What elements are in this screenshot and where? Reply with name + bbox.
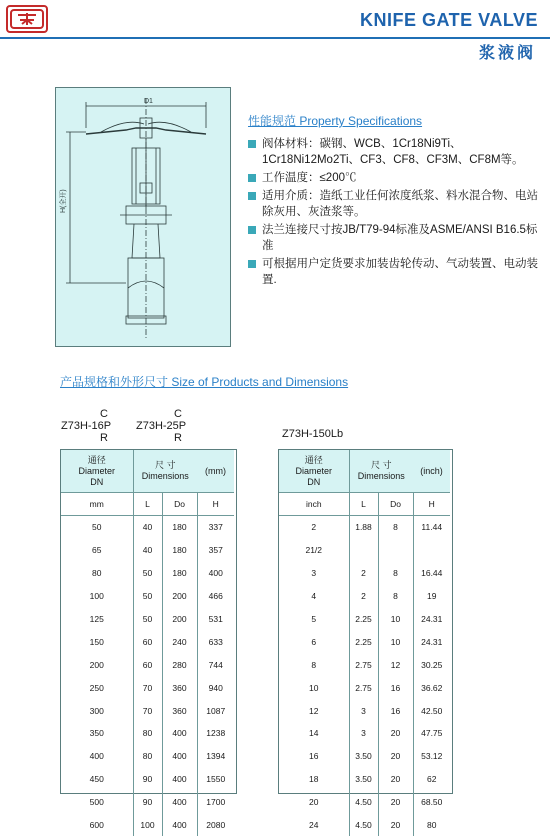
header-diameter-en: Diameter — [78, 465, 115, 476]
model-a-name: Z73H-16P — [61, 420, 112, 432]
header-dimensions-cn: 尺 寸 — [154, 460, 176, 470]
table-cell: 400 — [162, 791, 197, 814]
header-diameter-cn: 通径 — [304, 454, 323, 465]
table-cell: 2 — [279, 516, 349, 539]
spec-item — [248, 188, 548, 220]
table-cell: 18 — [279, 768, 349, 791]
model-b-c: C — [174, 408, 182, 420]
table-cell: 400 — [61, 745, 133, 768]
table-row — [279, 539, 450, 562]
table-cell: 90 — [133, 768, 162, 791]
table-cell: 53.12 — [421, 751, 443, 762]
table-cell: 60 — [133, 653, 162, 676]
table-cell: 80 — [133, 745, 162, 768]
table-cell: 24 — [279, 814, 349, 836]
specs-list — [248, 136, 548, 290]
bullet-icon — [248, 174, 256, 182]
table-cell: 2 — [349, 585, 378, 608]
table-cell: 11.44 — [421, 522, 443, 533]
drawing-label-d1: D1 — [144, 98, 153, 105]
table-units-row — [61, 493, 234, 516]
inch-dimensions-table — [279, 450, 450, 836]
table-cell: 3.50 — [349, 745, 378, 768]
table-cell: 12 — [378, 653, 413, 676]
table-row — [279, 630, 450, 653]
bullet-icon — [248, 140, 256, 148]
header-dimensions-en: Dimensions — [357, 471, 405, 481]
unit-cell: L — [349, 493, 378, 516]
table-row — [279, 676, 450, 699]
spec-item-text: 阀体材料：碳钢、WCB、1Cr18Ni9Ti、1Cr18Ni12Mo2Ti、CF3、CF8、CF3M、CF8M等。 — [262, 138, 524, 166]
table-cell: 940 — [208, 682, 223, 693]
header-diameter-cn: 通径 — [87, 454, 106, 465]
table-cell: 30.25 — [421, 659, 443, 670]
table-cell: 50 — [133, 585, 162, 608]
table-cell: 500 — [61, 791, 133, 814]
spec-item-text: 工作温度：≤200℃ — [262, 172, 357, 184]
logo-mark-icon — [8, 7, 46, 31]
table-cell: 70 — [133, 676, 162, 699]
unit-cell: inch — [279, 493, 349, 516]
table-cell: 8 — [378, 516, 413, 539]
valve-schematic-icon — [56, 88, 230, 346]
table-cell: 1394 — [206, 751, 226, 762]
table-row — [279, 768, 450, 791]
table-cell: 12 — [279, 699, 349, 722]
table-row — [61, 791, 234, 814]
table-cell: 62 — [427, 774, 437, 785]
table-cell: 4.50 — [349, 814, 378, 836]
table-cell: 337 — [208, 522, 223, 533]
unit-cell: mm — [61, 493, 133, 516]
table-row — [61, 539, 234, 562]
table-cell: 70 — [133, 699, 162, 722]
table-cell: 19 — [427, 591, 437, 602]
spec-item-text: 法兰连接尺寸按JB/T79-94标准及ASME/ANSI B16.5标准 — [262, 224, 538, 252]
products-heading: 产品规格和外形尺寸 Size of Products and Dimensions — [60, 375, 349, 389]
table-row — [61, 745, 234, 768]
table-cell: 3 — [349, 699, 378, 722]
table-cell: 2.25 — [349, 608, 378, 631]
table-cell: 240 — [162, 630, 197, 653]
table-cell: 2080 — [206, 820, 226, 831]
table-cell: 250 — [61, 676, 133, 699]
table-cell: 600 — [61, 814, 133, 836]
table-row — [61, 608, 234, 631]
table-cell: 4 — [279, 585, 349, 608]
header-diameter-en: Diameter — [295, 465, 332, 476]
table-cell: 3.50 — [349, 768, 378, 791]
bullet-icon — [248, 260, 256, 268]
table-cell: 80 — [133, 722, 162, 745]
table-cell: 466 — [208, 591, 223, 602]
table-cell: 80 — [427, 820, 437, 831]
table-cell: 24.31 — [421, 614, 443, 624]
table-row — [279, 791, 450, 814]
table-row — [279, 516, 450, 539]
table-row — [61, 814, 234, 836]
unit-cell: H — [197, 493, 234, 516]
unit-cell: Do — [378, 493, 413, 516]
table-cell: 2.75 — [349, 653, 378, 676]
table-cell: 300 — [61, 699, 133, 722]
table-cell: 180 — [162, 516, 197, 539]
bullet-icon — [248, 192, 256, 200]
table-cell: 180 — [162, 539, 197, 562]
page-title: KNIFE GATE VALVE — [359, 10, 538, 30]
model-c-name: Z73H-150Lb — [282, 428, 344, 440]
table-row — [61, 630, 234, 653]
unit-cell: Do — [162, 493, 197, 516]
header-diameter-dn: DN — [90, 476, 104, 487]
table-cell: 633 — [208, 636, 223, 647]
table-cell: 1.88 — [349, 516, 378, 539]
model-a-c: C — [100, 408, 108, 420]
table-cell: 400 — [162, 814, 197, 836]
table-cell: 20 — [378, 791, 413, 814]
table-row — [279, 745, 450, 768]
table-cell: 400 — [208, 568, 223, 579]
table-cell: 8 — [378, 562, 413, 585]
unit-cell: H — [413, 493, 450, 516]
table-cell: 16.44 — [421, 568, 443, 579]
table-row — [61, 516, 234, 539]
table-row — [61, 722, 234, 745]
header-dimensions — [133, 450, 197, 493]
table-cell: 180 — [162, 562, 197, 585]
metric-dimensions-table — [61, 450, 234, 836]
table-cell: 14 — [279, 722, 349, 745]
spec-item-text: 适用介质：造纸工业任何浓度纸浆、料水混合物、电站除灰用、灰渣浆等。 — [262, 190, 538, 218]
table-row — [61, 562, 234, 585]
unit-cell: L — [133, 493, 162, 516]
table-cell — [413, 539, 450, 562]
table-cell: 125 — [61, 608, 133, 631]
table-cell — [349, 539, 378, 562]
table-cell: 60 — [133, 630, 162, 653]
table-cell: 2.25 — [349, 630, 378, 653]
spec-item — [248, 136, 548, 168]
table-cell: 3 — [279, 562, 349, 585]
header-dimensions — [349, 450, 413, 493]
table-row — [279, 722, 450, 745]
table-cell: 200 — [162, 585, 197, 608]
table-cell: 150 — [61, 630, 133, 653]
table-cell: 100 — [61, 585, 133, 608]
table-cell: 10 — [378, 630, 413, 653]
table-cell: 20 — [378, 722, 413, 745]
table-cell: 24.31 — [421, 636, 443, 647]
table-cell: 200 — [61, 653, 133, 676]
table-cell: 36.62 — [421, 682, 443, 693]
table-cell: 40 — [133, 539, 162, 562]
table-cell: 90 — [133, 791, 162, 814]
table-row — [279, 653, 450, 676]
table-cell: 21/2 — [279, 539, 349, 562]
specs-heading: 性能规范 Property Specifications — [248, 114, 423, 128]
table-cell: 4.50 — [349, 791, 378, 814]
table-cell: 42.50 — [421, 705, 443, 716]
table-row — [279, 608, 450, 631]
header-dimensions-cn: 尺 寸 — [370, 460, 392, 470]
table-cell: 744 — [208, 659, 223, 670]
header-unit: (inch) — [413, 450, 450, 493]
table-cell: 360 — [162, 676, 197, 699]
valve-drawing — [55, 87, 231, 347]
table-cell: 400 — [162, 722, 197, 745]
table-cell: 1700 — [206, 797, 226, 808]
page-subtitle-cn: 浆液阀 — [478, 45, 536, 62]
header-diameter-dn: DN — [307, 476, 321, 487]
table-cell: 50 — [133, 562, 162, 585]
table-cell: 20 — [378, 745, 413, 768]
header-unit: (mm) — [197, 450, 234, 493]
table-cell: 3 — [349, 722, 378, 745]
table-cell: 47.75 — [421, 728, 443, 739]
table-row — [61, 653, 234, 676]
table-cell: 1238 — [206, 728, 226, 739]
table-cell: 350 — [61, 722, 133, 745]
table-cell: 357 — [208, 545, 223, 556]
table-cell: 16 — [279, 745, 349, 768]
table-cell: 360 — [162, 699, 197, 722]
table-cell: 20 — [279, 791, 349, 814]
table-cell: 450 — [61, 768, 133, 791]
table-cell: 16 — [378, 676, 413, 699]
header-dimensions-en: Dimensions — [141, 471, 189, 481]
table-cell: 400 — [162, 768, 197, 791]
table-cell: 8 — [279, 653, 349, 676]
table-row — [61, 585, 234, 608]
table-row — [61, 768, 234, 791]
table-cell: 280 — [162, 653, 197, 676]
table-cell: 531 — [208, 614, 223, 624]
header-diameter — [279, 450, 349, 493]
table-cell: 5 — [279, 608, 349, 631]
model-b-name: Z73H-25P — [136, 420, 187, 432]
table-cell: 68.50 — [421, 797, 443, 808]
spec-item — [248, 222, 548, 254]
table-cell: 100 — [133, 814, 162, 836]
table-row — [61, 699, 234, 722]
table-row — [61, 676, 234, 699]
table-cell: 6 — [279, 630, 349, 653]
table-cell: 8 — [378, 585, 413, 608]
header-divider — [0, 37, 550, 39]
table-cell: 2.75 — [349, 676, 378, 699]
table-row — [279, 699, 450, 722]
model-a-r: R — [100, 432, 108, 444]
table-header-row — [279, 450, 450, 493]
table-row — [279, 585, 450, 608]
spec-item — [248, 170, 548, 186]
table-cell: 200 — [162, 608, 197, 631]
table-cell: 400 — [162, 745, 197, 768]
table-units-row — [279, 493, 450, 516]
drawing-label-h: H(全开) — [60, 189, 67, 213]
table-cell: 20 — [378, 814, 413, 836]
table-cell: 10 — [279, 676, 349, 699]
table-cell: 80 — [61, 562, 133, 585]
table-row — [279, 562, 450, 585]
model-b-r: R — [174, 432, 182, 444]
table-cell: 50 — [133, 608, 162, 631]
table-cell: 16 — [378, 699, 413, 722]
table-cell: 50 — [61, 516, 133, 539]
company-logo — [6, 5, 48, 33]
table-header-row — [61, 450, 234, 493]
spec-item-text: 可根据用户定货要求加装齿轮传动、气动装置、电动装置. — [262, 258, 538, 286]
table-cell: 1087 — [206, 705, 226, 716]
table-cell — [378, 539, 413, 562]
table-row — [279, 814, 450, 836]
table-cell: 65 — [61, 539, 133, 562]
table-cell: 20 — [378, 768, 413, 791]
spec-item — [248, 256, 548, 288]
table-cell: 2 — [349, 562, 378, 585]
table-cell: 1550 — [206, 774, 226, 785]
header-diameter — [61, 450, 133, 493]
table-cell: 40 — [133, 516, 162, 539]
table-cell: 10 — [378, 608, 413, 631]
bullet-icon — [248, 226, 256, 234]
